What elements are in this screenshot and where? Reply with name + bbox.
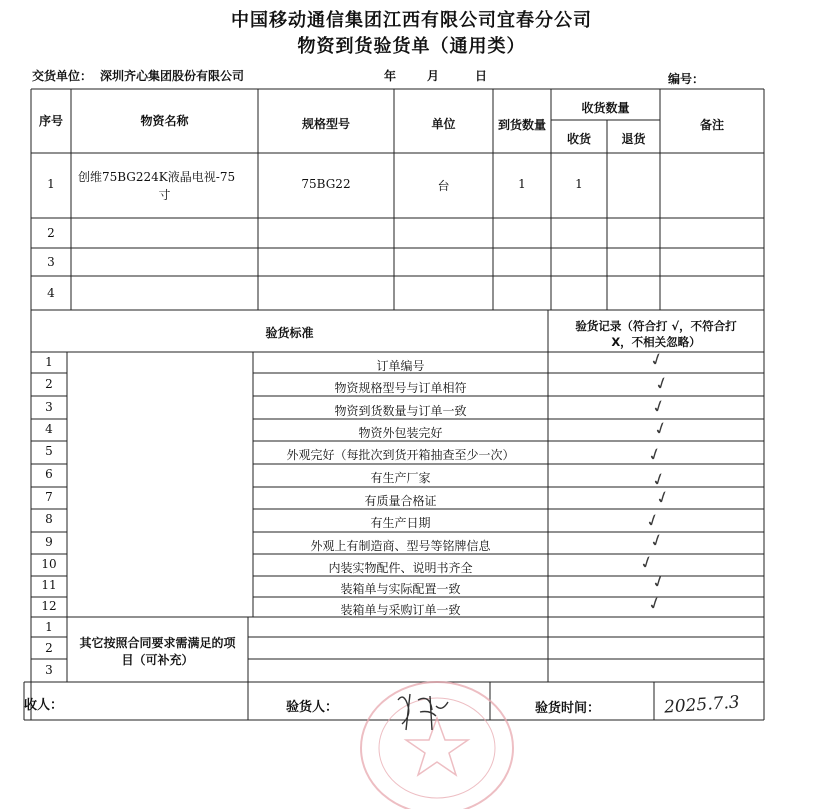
- criteria-mark: ✓: [649, 570, 669, 594]
- criteria-mark: ✓: [645, 443, 665, 467]
- criteria-mark: ✓: [637, 551, 657, 575]
- col-received: 收货: [566, 132, 591, 146]
- receiver-label: 收人：: [24, 698, 64, 713]
- other-requirements-label: 其它按照合同要求需满足的项: [79, 636, 236, 650]
- criteria-text: 外观上有制造商、型号等铭牌信息: [310, 539, 491, 553]
- criteria-seq: 10: [41, 557, 57, 571]
- seal-stamp: [361, 682, 513, 809]
- criteria-seq: 2: [45, 377, 53, 391]
- inspector-label: 验货人：: [286, 700, 339, 715]
- inspection-date: 2025.7.3: [663, 692, 741, 718]
- criteria-text: 外观完好（每批次到货开箱抽查至少一次）: [286, 448, 515, 462]
- col-arrival-qty: 到货数量: [497, 118, 546, 132]
- col-receive-qty: 收货数量: [581, 101, 630, 115]
- other-seq: 3: [45, 663, 53, 677]
- criteria-text: 物资规格型号与订单相符: [334, 381, 467, 395]
- supplier-label: 交货单位：: [32, 69, 93, 83]
- criteria-seq: 8: [45, 512, 53, 526]
- criteria-mark: ✓: [645, 592, 665, 616]
- criteria-mark: ✓: [652, 372, 672, 396]
- row1-unit: 台: [437, 179, 450, 193]
- criteria-text: 装箱单与实际配置一致: [340, 582, 461, 596]
- row2-seq: 2: [47, 226, 55, 240]
- criteria-seq: 9: [45, 535, 53, 549]
- row1-spec: 75BG22: [301, 177, 351, 191]
- other-seq: 1: [45, 620, 53, 634]
- row1-name-cont: 寸: [158, 188, 171, 202]
- criteria-text: 内装实物配件、说明书齐全: [328, 561, 473, 575]
- criteria-seq: 1: [45, 355, 53, 369]
- form-title: 物资到货验货单（通用类）: [297, 36, 526, 57]
- supplier-name: 深圳齐心集团股份有限公司: [100, 69, 245, 83]
- criteria-text: 订单编号: [376, 359, 425, 373]
- number-label: 编号：: [668, 72, 705, 86]
- row3-seq: 3: [47, 255, 55, 269]
- company-title: 中国移动通信集团江西有限公司宜春分公司: [231, 10, 592, 31]
- row1-arrival-qty: 1: [518, 177, 526, 191]
- row1-name: 创维75BG224K液晶电视-75: [78, 170, 236, 184]
- row1-seq: 1: [47, 177, 55, 191]
- criteria-mark: ✓: [647, 529, 667, 553]
- criteria-mark: ✓: [649, 468, 669, 492]
- col-unit: 单位: [431, 117, 456, 131]
- criteria-seq: 3: [45, 400, 53, 414]
- inspection-standard-label: 验货标准: [265, 326, 314, 340]
- criteria-text: 物资外包装完好: [358, 426, 443, 440]
- col-seq: 序号: [38, 114, 63, 128]
- inspection-record-label: 验货记录（符合打 √，不符合打: [575, 319, 737, 333]
- criteria-mark: ✓: [649, 395, 669, 419]
- col-returned: 退货: [621, 132, 646, 146]
- day-label: 日: [475, 69, 488, 83]
- col-name: 物资名称: [140, 114, 189, 128]
- criteria-mark: ✓: [651, 417, 671, 441]
- criteria-text: 有质量合格证: [364, 494, 437, 508]
- criteria-mark: ✓: [643, 509, 663, 533]
- criteria-text: 物资到货数量与订单一致: [334, 404, 467, 418]
- criteria-seq: 7: [45, 490, 53, 504]
- month-label: 月: [427, 69, 440, 83]
- col-spec: 规格型号: [301, 117, 350, 131]
- inspection-record-label-cont: X，不相关忽略）: [611, 335, 701, 349]
- criteria-text: 有生产日期: [370, 516, 431, 530]
- criteria-seq: 12: [41, 599, 57, 613]
- year-label: 年: [384, 69, 397, 83]
- col-remarks: 备注: [699, 118, 724, 132]
- criteria-text: 有生产厂家: [370, 471, 431, 485]
- row1-received: 1: [575, 177, 583, 191]
- criteria-seq: 5: [45, 444, 53, 458]
- criteria-seq: 6: [45, 467, 53, 481]
- criteria-seq: 11: [41, 578, 57, 592]
- criteria-text: 装箱单与采购订单一致: [340, 603, 461, 617]
- other-seq: 2: [45, 641, 53, 655]
- criteria-mark: ✓: [647, 348, 667, 372]
- row4-seq: 4: [47, 286, 55, 300]
- inspection-time-label: 验货时间：: [535, 701, 601, 716]
- criteria-mark: ✓: [653, 486, 673, 510]
- criteria-seq: 4: [45, 422, 53, 436]
- other-requirements-label-cont: 目（可补充）: [121, 653, 194, 667]
